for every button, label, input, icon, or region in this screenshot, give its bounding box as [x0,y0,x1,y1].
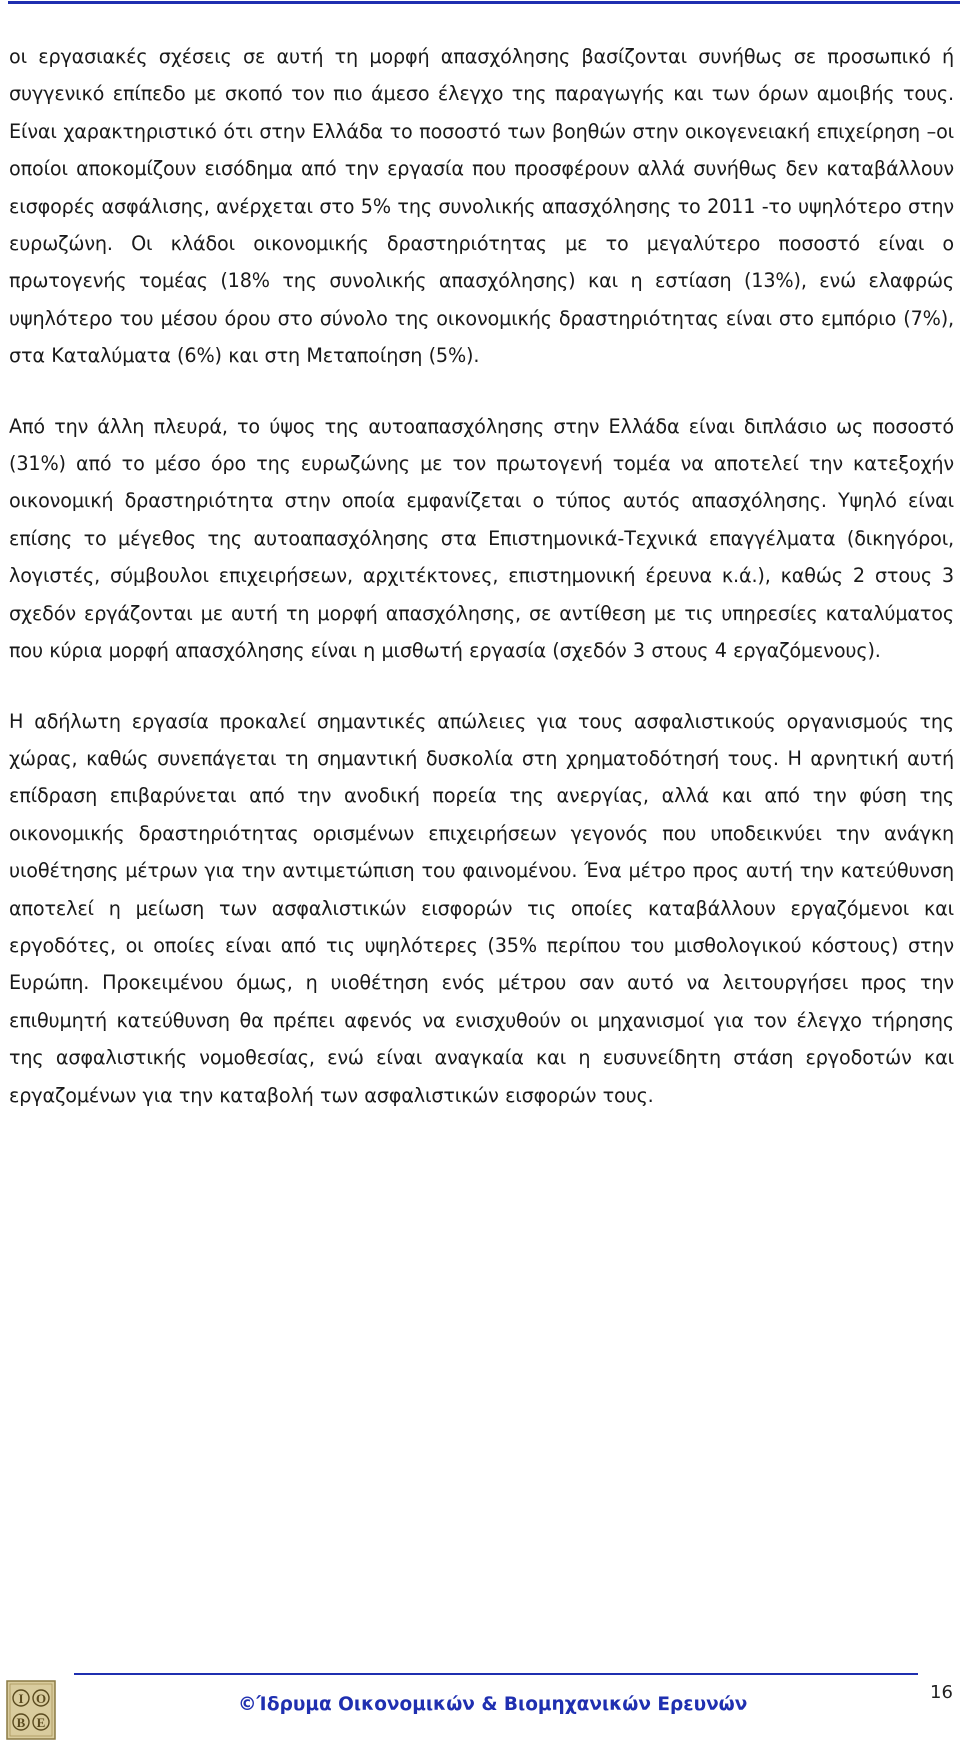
iobe-logo [6,1680,56,1740]
footer-title: ©Ίδρυμα Οικονομικών & Βιομηχανικών Ερευνών [238,1694,748,1715]
document-body [9,38,954,1114]
page-number: 16 [930,1682,953,1703]
page-footer [0,1660,960,1742]
header-rule [8,1,960,4]
svg-text:O: O [35,1691,47,1706]
svg-text:B: B [16,1715,26,1730]
svg-text:E: E [36,1715,46,1730]
paragraph-3: Η αδήλωτη εργασία προκαλεί σημαντικές απώλειες για τους ασφαλιστικούς οργανισμούς της χώρας, καθώς συνεπάγεται τη σημαντική δυσκολία στη χρηματοδότησή τους. Η αρνητική αυτή επίδραση επιβαρύνεται από την ανοδική πορεία της ανεργίας, αλλά και από την φύση της οικονομικής δραστηριότητας ορισμένων επιχειρήσεων γεγονός που υποδεικνύει την ανάγκη υιοθέτησης μέτρων για την αντιμετώπιση του φαινομένου. Ένα μέτρο προς αυτή την κατεύθυνση αποτελεί η μείωση των ασφαλιστικών εισφορών τις οποίες καταβάλλουν εργαζόμενοι και εργοδότες, οι οποίες είναι από τις υψηλότερες (35% περίπου του μισθολογικού κόστους) στην Ευρώπη. Προκειμένου όμως, η υιοθέτηση ενός μέτρου σαν αυτό να λειτουργήσει προς την επιθυμητή κατεύθυνση θα πρέπει αφενός να ενισχυθούν οι μηχανισμοί για τον έλεγχο τήρησης της ασφαλιστικής νομοθεσίας, ενώ είναι αναγκαία και η ευσυνείδητη στάση εργοδοτών και εργαζομένων για την καταβολή των ασφαλιστικών εισφορών τους. [9,709,954,1107]
footer-rule [74,1673,918,1675]
svg-text:I: I [18,1691,24,1706]
paragraph-2: Από την άλλη πλευρά, το ύψος της αυτοαπασχόλησης στην Ελλάδα είναι διπλάσιο ως ποσοστό (31%) από το μέσο όρο της ευρωζώνης με τον πρωτογενή τομέα να αποτελεί την κατεξοχήν οικονομική δραστηριότητα στην οποία εμφανίζεται ο τύπος αυτός απασχόλησης. Υψηλό είναι επίσης το μέγεθος της αυτοαπασχόλησης στα Επιστημονικά-Τεχνικά επαγγέλματα (δικηγόροι, λογιστές, σύμβουλοι επιχειρήσεων, αρχιτέκτονες, επιστημονική έρευνα κ.ά.), καθώς 2 στους 3 σχεδόν εργάζονται με αυτή τη μορφή απασχόλησης, σε αντίθεση με τις υπηρεσίες καταλύματος που κύρια μορφή απασχόλησης είναι η μισθωτή εργασία (σχεδόν 3 στους 4 εργαζόμενους). [9,414,954,663]
paragraph-1: οι εργασιακές σχέσεις σε αυτή τη μορφή απασχόλησης βασίζονται συνήθως σε προσωπικό ή συγγενικό επίπεδο με σκοπό τον πιο άμεσο έλεγχο της παραγωγής και των όρων αμοιβής τους. Είναι χαρακτηριστικό ότι στην Ελλάδα το ποσοστό των βοηθών στην οικογενειακή επιχείρηση –οι οποίοι αποκομίζουν εισόδημα από την εργασία που προσφέρουν αλλά συνήθως δεν καταβάλλουν εισφορές ασφάλισης, ανέρχεται στο 5% της συνολικής απασχόλησης το 2011 -το υψηλότερο στην ευρωζώνη. Οι κλάδοι οικονομικής δραστηριότητας με το μεγαλύτερο ποσοστό είναι ο πρωτογενής τομέας (18% της συνολικής απασχόλησης) και η εστίαση (13%), ενώ ελαφρώς υψηλότερο του μέσου όρου στο σύνολο της οικονομικής δραστηριότητας είναι στο εμπόριο (7%), στα Καταλύματα (6%) και στη Μεταποίηση (5%). [9,45,954,368]
